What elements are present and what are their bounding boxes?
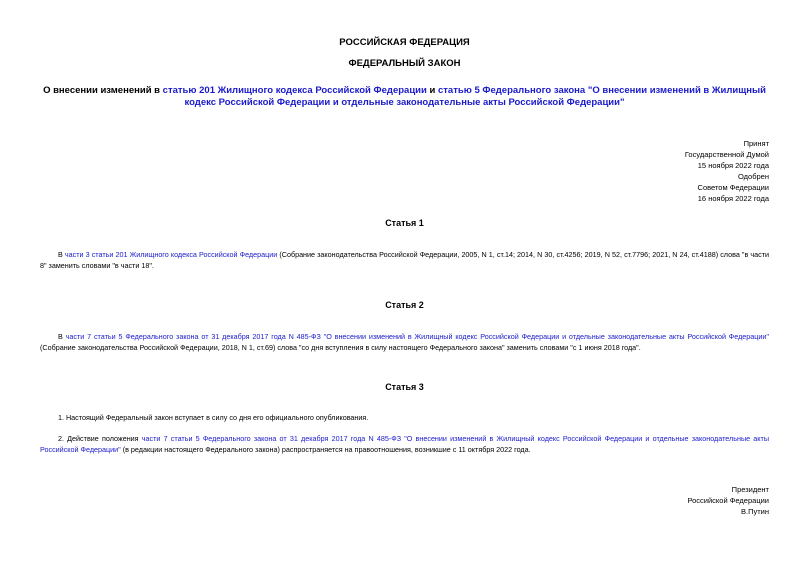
article-3-para-2 (40, 433, 769, 455)
adoption-block (569, 138, 769, 204)
adoption-line: 15 ноября 2022 года (697, 161, 769, 170)
article-2-suffix: (Собрание законодательства Российской Федерации, 2018, N 1, ст.69) слова "со дня вступления в силу настоящего Федерального закона" заменить словами "с 1 июня 2018 года". (40, 343, 641, 352)
adoption-line: 16 ноября 2022 года (697, 194, 769, 203)
adoption-line: Советом Федерации (697, 183, 769, 192)
adoption-line: Принят (743, 139, 769, 148)
article-3-para-1: 1. Настоящий Федеральный закон вступает в силу со дня его официального опубликования. (58, 413, 369, 422)
adoption-line: Государственной Думой (684, 150, 769, 159)
title-link-article-5[interactable]: статью 5 Федерального закона "О внесении изменений в Жилищный кодекс Российской Федерации и отдельные законодательные акты Российской Федерации" (184, 85, 766, 108)
article-2-heading: Статья 2 (385, 300, 424, 310)
article-2-prefix: В (58, 332, 66, 341)
header-country: РОССИЙСКАЯ ФЕДЕРАЦИЯ (339, 37, 470, 48)
adoption-line: Одобрен (738, 172, 769, 181)
title-prefix: О внесении изменений в (43, 85, 163, 96)
article-1-heading: Статья 1 (385, 218, 424, 228)
article-1-link[interactable]: части 3 статьи 201 Жилищного кодекса Российской Федерации (64, 250, 278, 259)
article-1-prefix: В (58, 250, 65, 259)
article-2-link[interactable]: части 7 статьи 5 Федерального закона от 31 декабря 2017 года N 485-ФЗ "О внесении изменений в Жилищный кодекс Российской Федерации и отдельные законодательные акты Российской Федерации" (65, 332, 769, 341)
article-3-heading: Статья 3 (385, 382, 424, 392)
article-3-p2-prefix: 2. Действие положения (58, 434, 142, 443)
title-middle: и (426, 85, 438, 96)
article-3-p2-suffix: (в редакции настоящего Федерального закона) распространяется на правоотношения, возникшие с 11 октября 2022 года. (120, 445, 531, 454)
article-1-text (40, 249, 769, 271)
signature-block (569, 484, 769, 517)
signature-line: Президент (731, 485, 769, 494)
article-3-link[interactable]: части 7 статьи 5 Федерального закона от 31 декабря 2017 года N 485-ФЗ "О внесении изменений в Жилищный кодекс Российской Федерации и отдельные законодательные акты Российской Федерации" (40, 434, 769, 454)
signature-line: В.Путин (741, 507, 769, 516)
header-doc-type: ФЕДЕРАЛЬНЫЙ ЗАКОН (348, 58, 461, 69)
article-1-suffix: (Собрание законодательства Российской Федерации, 2005, N 1, ст.14; 2014, N 30, ст.4256; 2019, N 52, ст.7796; 2021, N 24, ст.4188) слова "в части 8" заменить словами "в части 18". (40, 250, 769, 270)
article-2-text (40, 331, 769, 353)
document-title (40, 85, 769, 109)
title-link-article-201[interactable]: статью 201 Жилищного кодекса Российской Федерации (162, 85, 427, 96)
signature-line: Российской Федерации (687, 496, 769, 505)
